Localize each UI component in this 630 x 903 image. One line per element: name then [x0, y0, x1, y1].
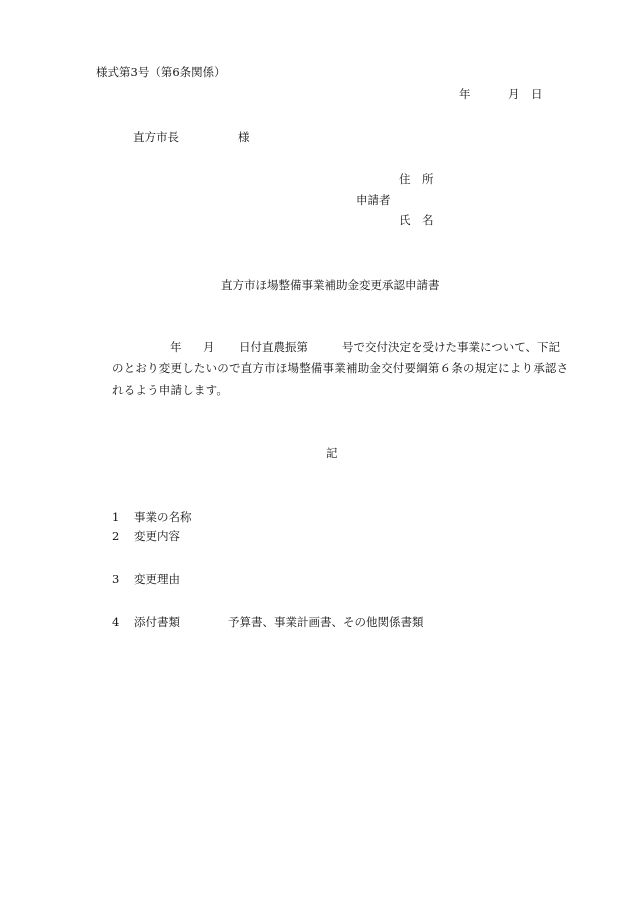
ki-heading: 記 [326, 446, 338, 460]
date-month-label: 月 [508, 87, 520, 101]
date-year-label: 年 [459, 87, 471, 101]
item-number: 2 [112, 529, 120, 543]
list-item [112, 574, 180, 586]
item-label: 変更内容 [134, 529, 180, 543]
list-item [112, 512, 192, 524]
applicant-name-label: 氏 名 [399, 213, 434, 227]
body-line3: れるよう申請します。 [112, 383, 229, 397]
list-item [112, 617, 180, 629]
body-line2: のとおり変更したいので直方市ほ場整備事業補助金交付要綱第６条の規定により承認さ [112, 361, 569, 375]
form-number: 様式第3号（第6条関係） [96, 65, 226, 79]
body-date-ref: 日付直農振第 [239, 340, 308, 354]
recipient-honorific: 様 [238, 130, 250, 144]
list-item [112, 531, 180, 543]
applicant-role-label: 申請者 [356, 193, 391, 207]
body-line1-rest: 号で交付決定を受けた事業について、下記 [342, 340, 561, 354]
item-label: 事業の名称 [134, 510, 192, 524]
date-line [459, 89, 471, 101]
item-number: 4 [112, 615, 120, 629]
date-day-label: 日 [531, 87, 543, 101]
item-label: 添付書類 [134, 615, 180, 629]
body-month-label: 月 [203, 340, 215, 354]
item-label: 変更理由 [134, 572, 180, 586]
item-value-attachments: 予算書、事業計画書、その他関係書類 [228, 615, 424, 629]
recipient-name: 直方市長 [133, 130, 179, 144]
body-year-label: 年 [170, 340, 182, 354]
item-number: 1 [112, 510, 120, 524]
item-number: 3 [112, 572, 120, 586]
document-title: 直方市ほ場整備事業補助金変更承認申請書 [221, 278, 440, 292]
applicant-address-label: 住 所 [399, 172, 434, 186]
